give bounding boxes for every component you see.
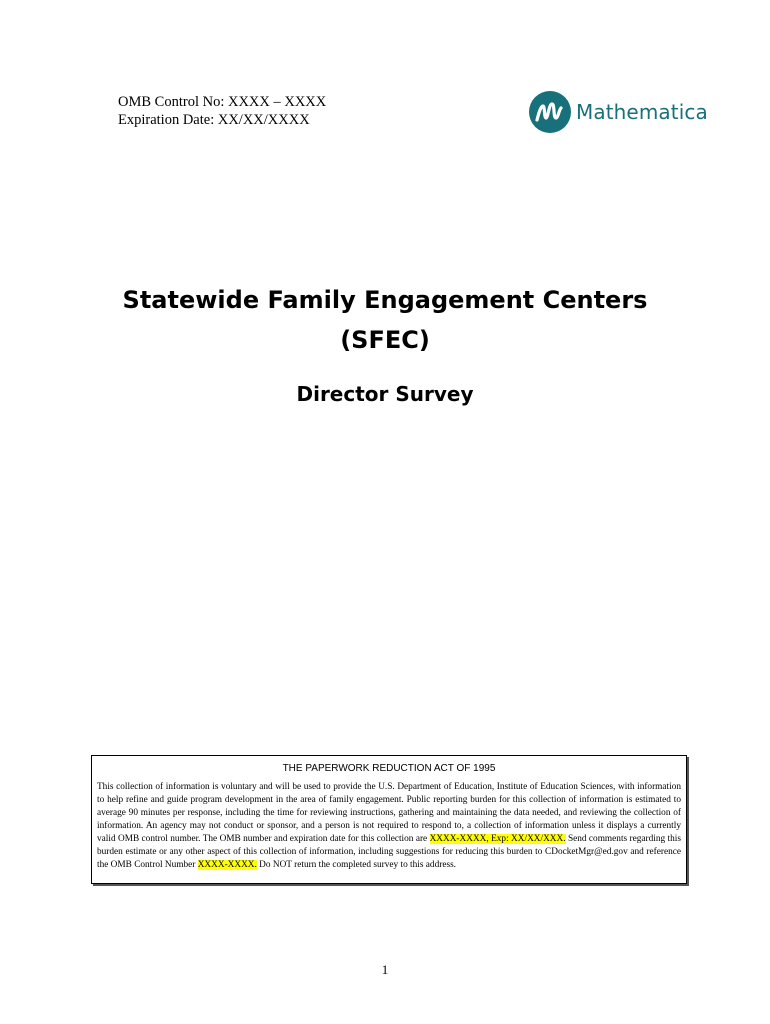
document-subtitle: Director Survey (296, 382, 474, 406)
pra-text-2: Send comments regarding this burden estimate or any other aspect of this collection of information, including suggestions for reducing this burden to CDocketMgr@ed.gov and reference the OMB Control Number (97, 834, 681, 870)
pra-highlight-omb-number: XXXX-XXXX. (197, 860, 257, 870)
mathematica-logo (528, 90, 708, 134)
omb-info (118, 93, 326, 129)
pra-statement (97, 781, 681, 872)
pra-text-1: This collection of information is voluntary and will be used to provide the U.S. Department of Education, Institute of Education Sciences, with information to help refine and guide program development in the area of family engagement. Public reporting burden for this collection of information is estimated to average 90 minutes per response, including the time for reviewing instructions, gathering and maintaining the data needed, and reviewing the collection of information. An agency may not conduct or sponsor, and a person is not required to respond to, a collection of information unless it displays a currently valid OMB control number. The OMB number and expiration date for this collection are (97, 782, 681, 844)
expiration-date: Expiration Date: XX/XX/XXXX (118, 112, 310, 128)
pra-highlight-omb-exp: XXXX-XXXX, Exp: XX/XX/XXX. (429, 834, 566, 844)
pra-text-3: Do NOT return the completed survey to this address. (256, 860, 457, 870)
mathematica-logo-icon (528, 90, 572, 134)
logo-wordmark: Mathematica (576, 100, 708, 124)
paperwork-reduction-box (91, 755, 687, 884)
pra-heading: THE PAPERWORK REDUCTION ACT OF 1995 (282, 763, 496, 774)
page-number: 1 (381, 962, 389, 977)
document-title (0, 280, 770, 360)
title-line-2: (SFEC) (340, 326, 430, 354)
title-line-1: Statewide Family Engagement Centers (122, 286, 648, 314)
omb-control-number: OMB Control No: XXXX – XXXX (118, 94, 327, 110)
